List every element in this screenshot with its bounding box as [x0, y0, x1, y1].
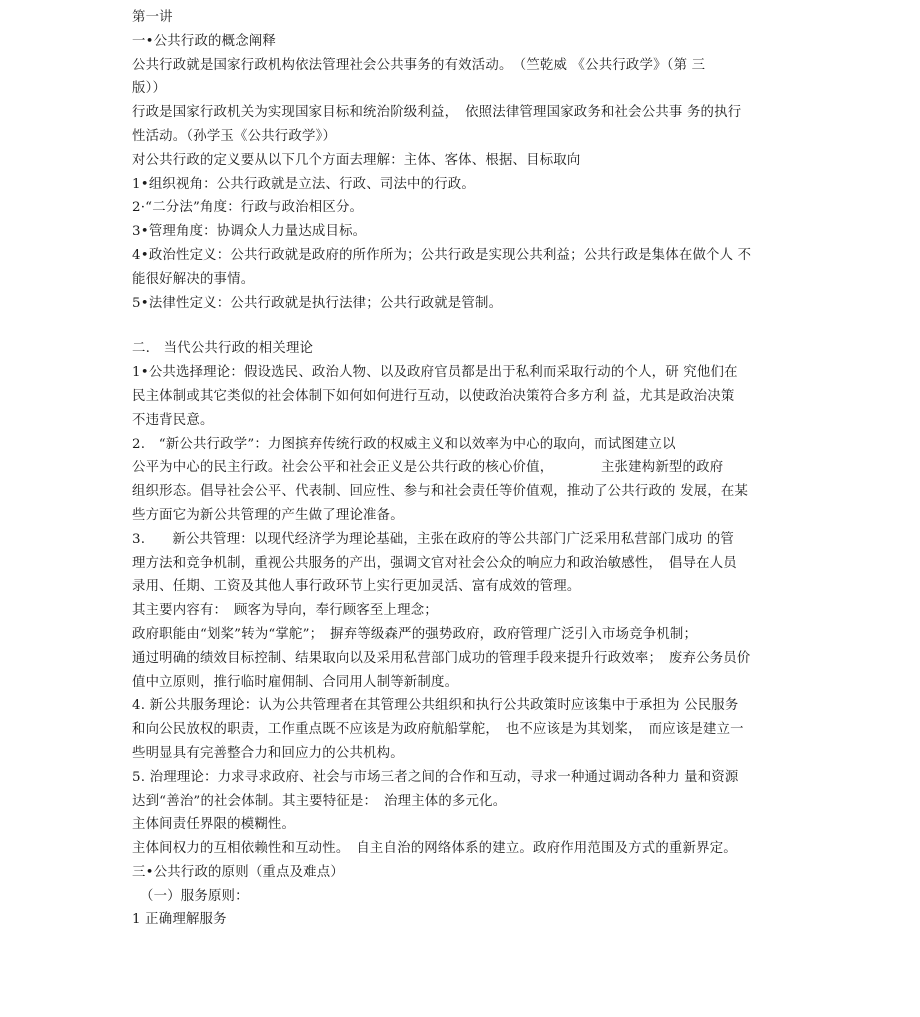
- paragraph-line: 和向公民放权的职责，工作重点既不应该是为政府航船掌舵， 也不应该是为其划桨， 而应该是建立一: [132, 722, 744, 738]
- paragraph-line: 5•法律性定义：公共行政就是执行法律；公共行政就是管制。: [132, 295, 503, 311]
- paragraph-line: 民主体制或其它类似的社会体制下如何如何进行互动，以使政治决策符合多方利 益，尤其是政治决策: [132, 388, 735, 404]
- paragraph-line: 些明显具有完善整合力和回应力的公共机构。: [132, 745, 404, 761]
- subsection-heading: （一）服务原则：: [140, 888, 249, 904]
- paragraph-line: 通过明确的绩效目标控制、结果取向以及采用私营部门成功的管理手段来提升行政效率； 废弃公务员价: [132, 650, 751, 666]
- paragraph-line: 理方法和竞争机制，重视公共服务的产出，强调文官对社会公众的响应力和政治敏感性， 倡导在人员: [132, 555, 737, 571]
- paragraph-line: 录用、任期、工资及其他人事行政环节上实行更加灵活、富有成效的管理。: [132, 579, 581, 595]
- paragraph-line: 2·“二分法”角度：行政与政治相区分。: [132, 200, 364, 216]
- paragraph-line: 性活动。（孙学玉《公共行政学》）: [132, 128, 337, 144]
- paragraph-line: 版））: [132, 81, 167, 97]
- paragraph-line: 政府职能由“划桨”转为“掌舵”； 摒弃等级森严的强势政府，政府管理广泛引入市场竞争机制；: [132, 626, 698, 642]
- paragraph-line: 4•政治性定义：公共行政就是政府的所作所为；公共行政是实现公共利益；公共行政是集体在做个人 不: [132, 247, 752, 263]
- paragraph-line: 些方面它为新公共管理的产生做了理论准备。: [132, 507, 404, 523]
- paragraph-line: 其主要内容有： 顾客为导向，奉行顾客至上理念；: [132, 603, 438, 619]
- paragraph-line: 组织形态。倡导社会公平、代表制、回应性、参与和社会责任等价值观，推动了公共行政的 发展，在某: [132, 484, 749, 500]
- paragraph-line: 1•公共选择理论：假设选民、政治人物、以及政府官员都是出于私利而采取行动的个人，研 究他们在: [132, 365, 738, 381]
- paragraph-line: 1•组织视角：公共行政就是立法、行政、司法中的行政。: [132, 176, 475, 192]
- paragraph-line: 一•公共行政的概念阐释: [132, 33, 277, 49]
- paragraph-line: 3•管理角度：协调众人力量达成目标。: [132, 224, 367, 240]
- lecture-heading: 第一讲: [132, 10, 173, 25]
- document-page: [132, 6, 782, 932]
- paragraph-line: 1 正确理解服务: [132, 912, 227, 928]
- paragraph-line: 能很好解决的事情。: [132, 271, 255, 287]
- section-heading: 二. 当代公共行政的相关理论: [132, 341, 314, 357]
- paragraph-line: 不违背民意。: [132, 412, 214, 428]
- paragraph-line: 2. “新公共行政学”：力图摈弃传统行政的权威主义和以效率为中心的取向，而试图建立以: [132, 436, 676, 452]
- paragraph-line: 公共行政就是国家行政机构依法管理社会公共事务的有效活动。 （竺乾威 《公共行政学》（第 三: [132, 57, 706, 73]
- paragraph-line: 值中立原则，推行临时雇佣制、合同用人制等新制度。: [132, 674, 459, 690]
- paragraph-line: 公平为中心的民主行政。社会公平和社会正义是公共行政的核心价值， 主张建构新型的政府: [132, 460, 724, 476]
- paragraph-line: 3. 新公共管理：以现代经济学为理论基础，主张在政府的等公共部门广泛采用私营部门成功 的管: [132, 531, 735, 547]
- paragraph-line: 5. 治理理论：力求寻求政府、社会与市场三者之间的合作和互动，寻求一种通过调动各种力 量和资源: [132, 769, 739, 785]
- paragraph-line: 行政是国家行政机关为实现国家目标和统治阶级利益， 依照法律管理国家政务和社会公共事 务的执行: [132, 105, 742, 121]
- paragraph-line: 主体间权力的互相依赖性和互动性。 自主自治的网络体系的建立。政府作用范围及方式的重新界定。: [132, 841, 737, 857]
- paragraph-line: 主体间责任界限的模糊性。: [132, 817, 296, 833]
- section-heading: 三•公共行政的原则（重点及难点）: [132, 864, 344, 880]
- paragraph-line: 4. 新公共服务理论：认为公共管理者在其管理公共组织和执行公共政策时应该集中于承担为 公民服务: [132, 698, 739, 714]
- paragraph-line: 达到“善治”的社会体制。其主要特征是： 治理主体的多元化。: [132, 793, 507, 809]
- paragraph-line: 对公共行政的定义要从以下几个方面去理解：主体、客体、根据、目标取向: [132, 152, 581, 168]
